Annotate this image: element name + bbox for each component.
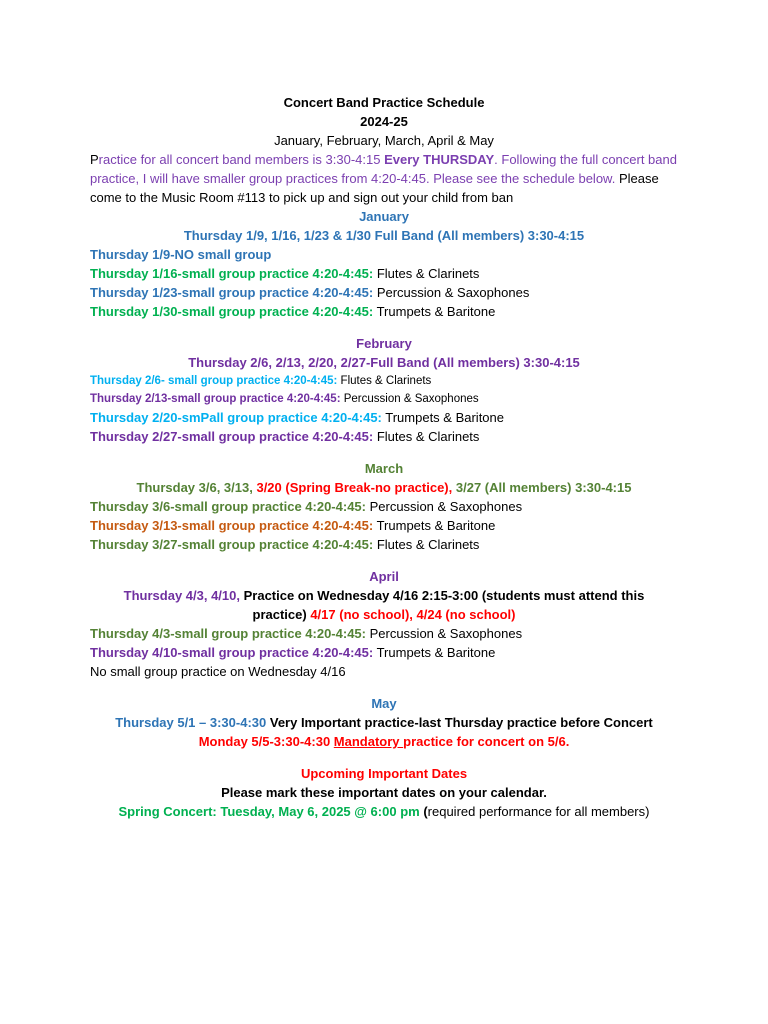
row-groups: Flutes & Clarinets: [373, 537, 480, 552]
may-line-1: [90, 713, 678, 732]
may-important-practice: Very Important practice-last Thursday practice before Concert: [266, 715, 653, 730]
march-row-1: [90, 497, 678, 516]
row-label: Thursday 2/27-small group practice 4:20-4:45:: [90, 429, 374, 444]
upcoming-note: Please mark these important dates on your calendar.: [221, 785, 547, 800]
january-row-1: Thursday 1/9-NO small group: [90, 247, 272, 262]
row-label: Thursday 1/16-small group practice 4:20-4:45:: [90, 266, 374, 281]
row-label: Thursday 1/30-small group practice 4:20-4:45:: [90, 304, 374, 319]
row-label: Thursday 3/27-small group practice 4:20-4:45:: [90, 537, 374, 552]
row-groups: Flutes & Clarinets: [337, 375, 432, 387]
april-dates: Thursday 4/3, 4/10,: [123, 588, 244, 603]
row-label: Thursday 1/23-small group practice 4:20-4:45:: [90, 285, 374, 300]
february-row-2: [90, 390, 678, 408]
april-row-2: [90, 643, 678, 662]
may-thursday-date: Thursday 5/1 – 3:30-4:30: [115, 715, 267, 730]
row-label: Thursday 3/13-small group practice 4:20-4:45:: [90, 518, 374, 533]
intro-small-groups: . Following the full concert band practice, I will have smaller group practices from 4:20-4:45. Please see the schedule below.: [90, 152, 677, 186]
schedule-content: [90, 93, 678, 821]
row-groups: Percussion & Saxophones: [340, 393, 479, 405]
section-gap: [90, 751, 678, 764]
january-row-3: [90, 283, 678, 302]
march-dates: Thursday 3/6, 3/13,: [136, 480, 257, 495]
january-row-2: [90, 264, 678, 283]
row-groups: Trumpets & Baritone: [373, 518, 496, 533]
may-mandatory: Mandatory: [333, 734, 404, 749]
document-title: Concert Band Practice Schedule: [283, 95, 485, 110]
april-row-1: [90, 624, 678, 643]
february-row-1: [90, 372, 678, 390]
spring-concert-paren: (: [419, 804, 428, 819]
may-line-2: [90, 732, 678, 751]
april-full-band-line-1: [90, 586, 678, 605]
row-groups: Percussion & Saxophones: [365, 626, 523, 641]
row-label: Thursday 4/3-small group practice 4:20-4:45:: [90, 626, 366, 641]
school-year: 2024-25: [360, 114, 408, 129]
months-line: January, February, March, April & May: [274, 133, 494, 148]
march-full-band: [90, 478, 678, 497]
april-note: No small group practice on Wednesday 4/16: [90, 664, 346, 679]
april-wednesday-practice: Practice on Wednesday 4/16 2:15-3:00 (students must attend this: [243, 588, 645, 603]
intro-practice-time: ractice for all concert band members is 3:30-4:15: [98, 152, 385, 167]
march-spring-break: 3/20 (Spring Break-no practice),: [256, 480, 456, 495]
march-row-3: [90, 535, 678, 554]
row-label: Thursday 4/10-small group practice 4:20-4:45:: [90, 645, 374, 660]
spring-concert-line: [90, 802, 678, 821]
february-row-4: [90, 427, 678, 446]
january-row-4: [90, 302, 678, 321]
intro-every-thursday: Every THURSDAY: [384, 152, 495, 167]
row-groups: Flutes & Clarinets: [373, 429, 480, 444]
row-groups: Percussion & Saxophones: [365, 499, 523, 514]
april-heading: April: [369, 569, 399, 584]
row-groups: Trumpets & Baritone: [373, 304, 496, 319]
intro-first-letter: P: [90, 152, 99, 167]
row-label: Thursday 2/20-smPall group practice 4:20-4:45:: [90, 410, 382, 425]
row-groups: Trumpets & Baritone: [381, 410, 505, 425]
april-full-band-line-2: [90, 605, 678, 624]
january-full-band: Thursday 1/9, 1/16, 1/23 & 1/30 Full Band (All members) 3:30-4:15: [183, 228, 585, 243]
section-gap: [90, 554, 678, 567]
row-groups: Percussion & Saxophones: [373, 285, 530, 300]
february-row-3: [90, 408, 678, 427]
row-label: Thursday 2/13-small group practice 4:20-4:45:: [90, 393, 341, 405]
february-heading: February: [356, 336, 412, 351]
upcoming-heading: Upcoming Important Dates: [300, 766, 468, 781]
may-heading: May: [371, 696, 397, 711]
may-monday-date: Monday 5/5-3:30-4:30: [198, 734, 334, 749]
row-groups: Flutes & Clarinets: [373, 266, 480, 281]
march-heading: March: [364, 461, 404, 476]
march-row-2: [90, 516, 678, 535]
row-groups: Trumpets & Baritone: [373, 645, 496, 660]
intro-paragraph: [90, 150, 678, 207]
section-gap: [90, 321, 678, 334]
april-no-school: 4/17 (no school), 4/24 (no school): [310, 607, 516, 622]
intro-pickup: Please come to the Music Room #113 to pick up and sign out your child from ban: [90, 171, 659, 205]
row-label: Thursday 3/6-small group practice 4:20-4:45:: [90, 499, 366, 514]
row-label: Thursday 2/6- small group practice 4:20-4:45:: [90, 375, 338, 387]
april-practice-end: practice): [252, 607, 311, 622]
february-full-band: Thursday 2/6, 2/13, 2/20, 2/27-Full Band (All members) 3:30-4:15: [188, 355, 580, 370]
march-all-members: 3/27 (All members) 3:30-4:15: [455, 480, 632, 495]
spring-concert-requirement: required performance for all members): [427, 804, 650, 819]
section-gap: [90, 446, 678, 459]
january-heading: January: [359, 209, 409, 224]
may-concert-practice: practice for concert on 5/6.: [403, 734, 570, 749]
spring-concert-date: Spring Concert: Tuesday, May 6, 2025 @ 6:00 pm: [118, 804, 420, 819]
section-gap: [90, 681, 678, 694]
